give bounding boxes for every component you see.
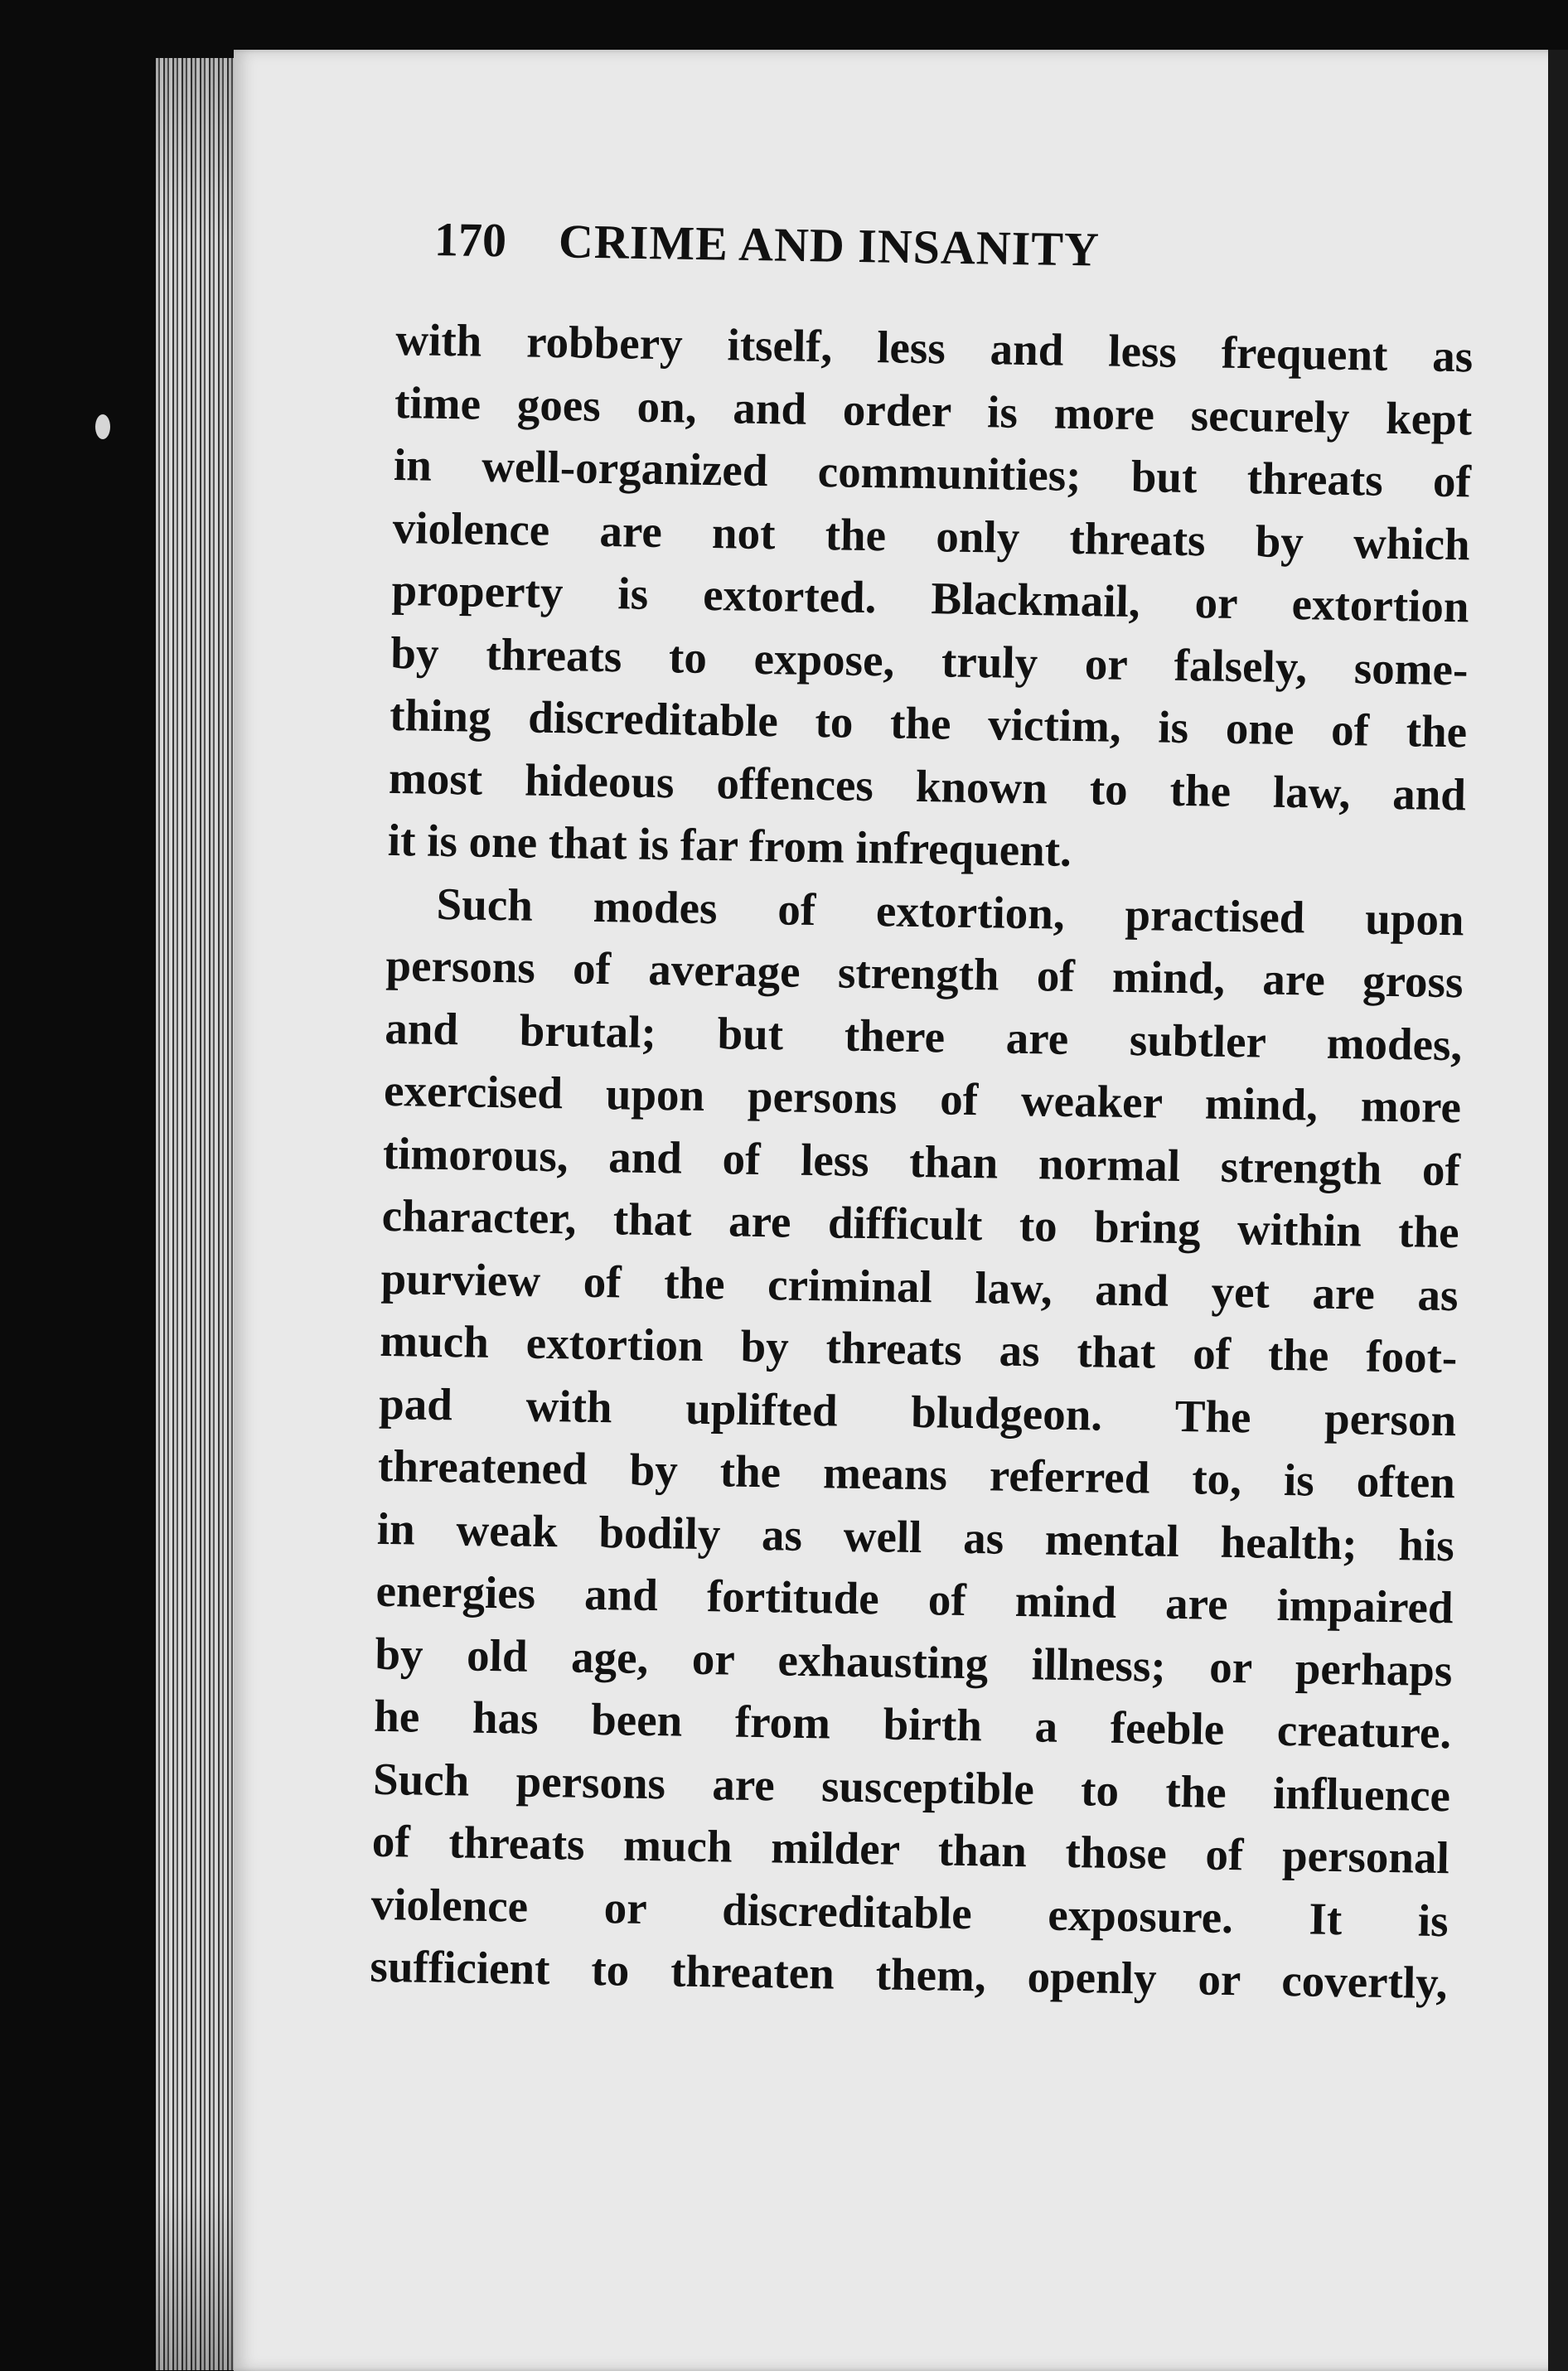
text-line: thing discreditable to the victim, is one of the (389, 689, 1468, 757)
text-line: in well-organized communities; but threats of (393, 438, 1472, 507)
text-line: violence or discreditable exposure. It is (370, 1878, 1449, 1946)
text-line: threatened by the means referred to, is often (377, 1440, 1456, 1508)
text-line: violence are not the only threats by which (392, 501, 1471, 569)
paragraph-2 (370, 871, 1464, 2014)
text-line: timorous, and of less than normal strength of (382, 1127, 1461, 1195)
text-line: Such modes of extortion, practised upon (436, 878, 1465, 945)
book-page-edges (156, 58, 235, 2370)
page-number: 170 (433, 212, 507, 268)
text-line: property is extorted. Blackmail, or extortion (391, 564, 1469, 632)
text-line: he has been from birth a feeble creature. (373, 1690, 1452, 1759)
paragraph-1 (387, 308, 1474, 888)
text-line: Such persons are susceptible to the influence (372, 1753, 1451, 1821)
text-line: purview of the criminal law, and yet are as (380, 1252, 1459, 1320)
running-head-title: CRIME AND INSANITY (558, 214, 1101, 277)
scan-artifact-spot (95, 414, 110, 439)
text-line: most hideous offences known to the law, and (388, 752, 1467, 820)
text-line: it is one that is far from infrequent. (387, 814, 1072, 876)
text-line: of threats much milder than those of personal (371, 1815, 1450, 1884)
body-text (370, 308, 1474, 2015)
text-line: sufficient to threaten them, openly or covertly, (370, 1940, 1448, 2009)
text-line: character, that are difficult to bring within the (381, 1189, 1460, 1258)
page-right-border (1548, 50, 1568, 2371)
text-line: persons of average strength of mind, are gross (385, 939, 1464, 1008)
text-line: and brutal; but there are subtler modes, (384, 1002, 1463, 1070)
text-line: exercised upon persons of weaker mind, more (383, 1064, 1462, 1133)
text-line: energies and fortitude of mind are impaired (375, 1565, 1454, 1633)
text-line: time goes on, and order is more securely kept (394, 376, 1473, 444)
text-line: by threats to expose, truly or falsely, some- (390, 627, 1469, 694)
text-line: with robbery itself, less and less frequent as (394, 313, 1474, 382)
text-line: pad with uplifted bludgeon. The person (378, 1377, 1457, 1445)
running-head (433, 211, 1271, 291)
text-line: in weak bodily as well as mental health; his (376, 1502, 1455, 1570)
text-line: much extortion by threats as that of the foot- (379, 1314, 1458, 1383)
text-line: by old age, or exhausting illness; or perhaps (375, 1628, 1453, 1696)
